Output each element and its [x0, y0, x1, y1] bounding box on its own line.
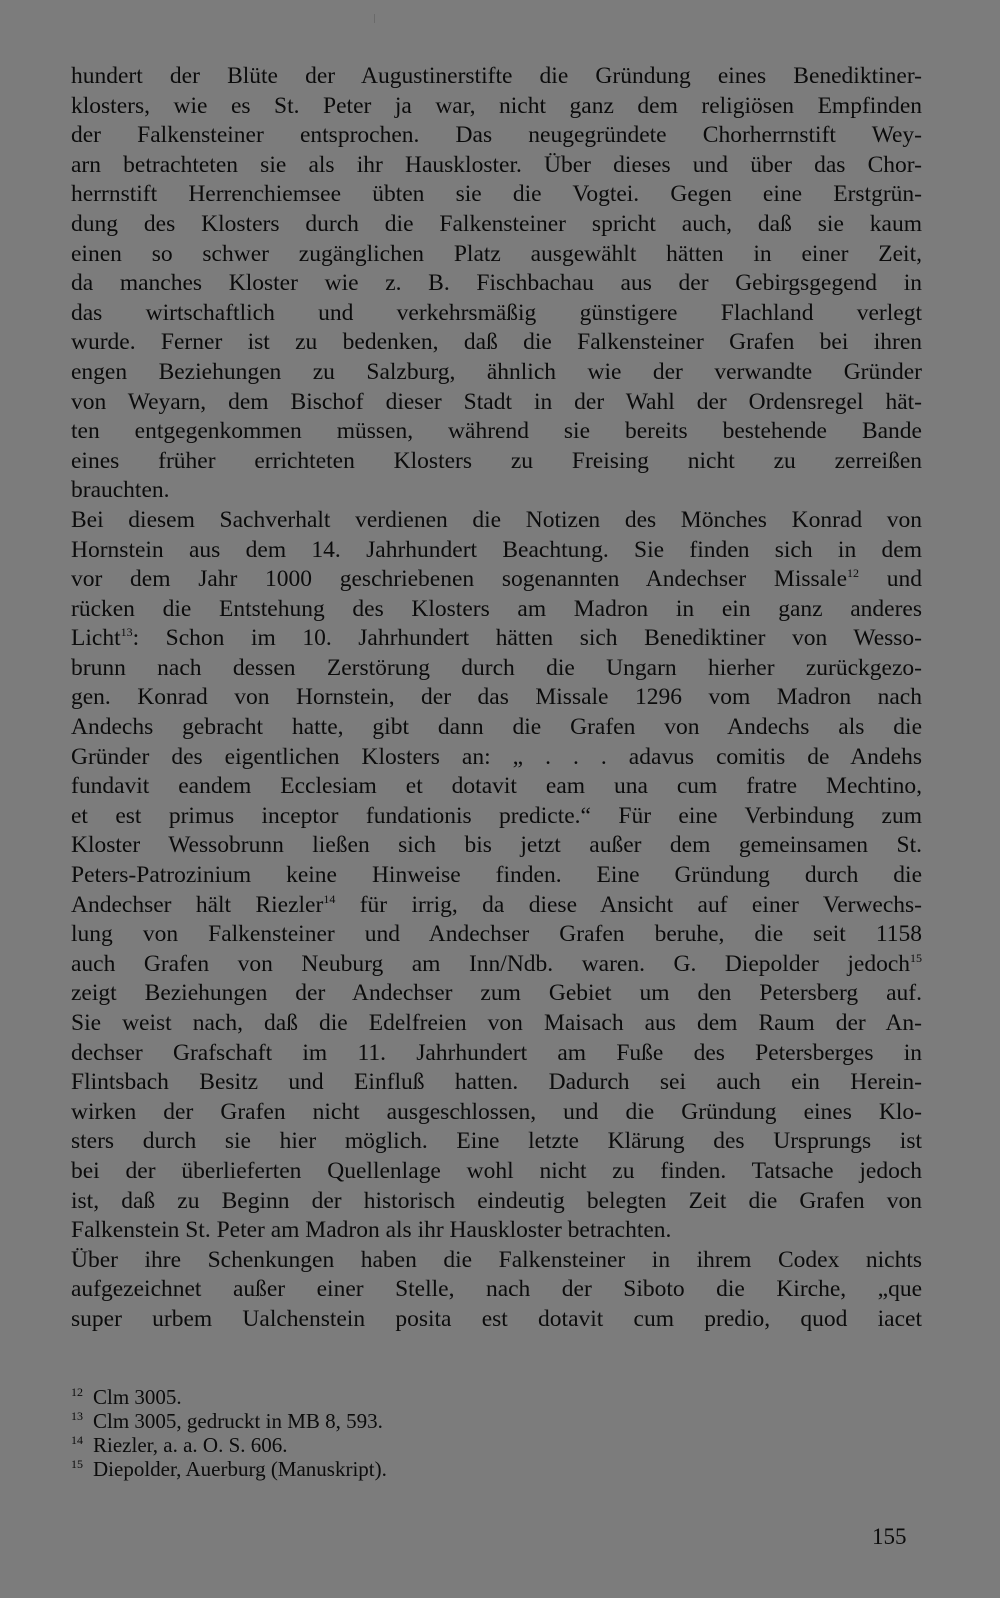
page-number: 155: [872, 1524, 907, 1549]
text-line: arn betrachteten sie als ihr Hauskloster. Über dieses und über das Chor-: [71, 151, 922, 178]
text-line: da manches Kloster wie z. B. Fischbachau aus der Gebirgsgegend in: [71, 270, 922, 297]
body-text: [71, 62, 922, 1335]
text-line: der Falkensteiner entsprochen. Das neugegründete Chorherrnstift Wey-: [71, 122, 922, 149]
text-line: herrnstift Herrenchiemsee übten sie die Vogtei. Gegen eine Erstgrün-: [71, 181, 922, 208]
text-line: brauchten.: [71, 477, 170, 504]
text-line: fundavit eandem Ecclesiam et dotavit eam una cum fratre Mechtino,: [71, 773, 922, 800]
text-line: lung von Falkensteiner und Andechser Grafen beruhe, die seit 1158: [71, 921, 922, 948]
footnote: 14 Riezler, a. a. O. S. 606.: [71, 1433, 288, 1457]
text-line: dechser Grafschaft im 11. Jahrhundert am Fuße des Petersberges in: [71, 1039, 922, 1066]
footnote-text: Riezler, a. a. O. S. 606.: [93, 1433, 288, 1457]
text-line: ten entgegenkommen müssen, während sie bereits bestehende Bande: [71, 418, 922, 445]
text-line: Hornstein aus dem 14. Jahrhundert Beachtung. Sie finden sich in dem: [71, 536, 922, 563]
text-line: engen Beziehungen zu Salzburg, ähnlich wie der verwandte Gründer: [71, 358, 922, 385]
footnote-ref: 15: [910, 950, 922, 965]
footnote: 15 Diepolder, Auerburg (Manuskript).: [71, 1457, 387, 1481]
text-line: wirken der Grafen nicht ausgeschlossen, und die Gründung eines Klo-: [71, 1098, 922, 1125]
text-line: Sie weist nach, daß die Edelfreien von Maisach aus dem Raum der An-: [71, 1010, 922, 1036]
text-line: brunn nach dessen Zerstörung durch die Ungarn hierher zurückgezo-: [71, 654, 922, 681]
text-line: einen so schwer zugänglichen Platz ausgewählt hätten in einer Zeit,: [71, 240, 922, 267]
text-segment: und: [886, 566, 922, 593]
text-line: Bei diesem Sachverhalt verdienen die Notizen des Mönches Konrad von: [71, 506, 922, 533]
text-line: wurde. Ferner ist zu bedenken, daß die Falkensteiner Grafen bei ihren: [71, 329, 922, 356]
text-line-with-footnote-ref: [71, 891, 922, 921]
text-line: sters durch sie hier möglich. Eine letzte Klärung des Ursprungs ist: [71, 1128, 922, 1155]
footnote: 13 Clm 3005, gedruckt in MB 8, 593.: [71, 1409, 383, 1433]
footnotes: [71, 1385, 771, 1481]
text-line: rücken die Entstehung des Klosters am Madron in ein ganz anderes: [71, 595, 922, 622]
text-line-with-footnote-ref: [71, 950, 922, 980]
scan-mark: [374, 14, 375, 23]
text-line-with-footnote-ref: [71, 624, 922, 654]
text-line: klosters, wie es St. Peter ja war, nicht ganz dem religiösen Empfinden: [71, 92, 922, 119]
text-line: zeigt Beziehungen der Andechser zum Gebiet um den Petersberg auf.: [71, 980, 922, 1007]
text-line: et est primus inceptor fundationis predicte.“ Für eine Verbindung zum: [71, 802, 922, 829]
text-segment: für irrig, da diese Ansicht auf einer Verwechs-: [359, 891, 923, 918]
text-line: Gründer des eigentlichen Klosters an: „ . . . adavus comitis de Andehs: [71, 743, 922, 770]
text-line: von Weyarn, dem Bischof dieser Stadt in der Wahl der Ordensregel hät-: [71, 388, 922, 415]
text-line: eines früher errichteten Klosters zu Freising nicht zu zerreißen: [71, 447, 922, 474]
text-line: bei der überlieferten Quellenlage wohl nicht zu finden. Tatsache jedoch: [71, 1157, 922, 1184]
footnote-ref: 13: [120, 625, 133, 640]
text-line: Andechs gebracht hatte, gibt dann die Grafen von Andechs als die: [71, 714, 922, 741]
text-segment: vor dem Jahr 1000 geschriebenen sogenannten Andechser Missale: [71, 566, 848, 593]
text-line: hundert der Blüte der Augustinerstifte die Gründung eines Benediktiner-: [71, 63, 922, 89]
text-segment: auch Grafen von Neuburg am Inn/Ndb. waren. G. Diepolder jedoch: [71, 950, 910, 977]
text-line: Kloster Wessobrunn ließen sich bis jetzt außer dem gemeinsamen St.: [71, 832, 922, 859]
footnote-text: Clm 3005, gedruckt in MB 8, 593.: [93, 1409, 383, 1433]
footnote-ref: 12: [847, 566, 860, 581]
text-line: gen. Konrad von Hornstein, der das Missale 1296 vom Madron nach: [71, 684, 922, 711]
text-line: super urbem Ualchenstein posita est dotavit cum predio, quod iacet: [71, 1305, 922, 1332]
text-line-with-footnote-ref: [71, 565, 922, 595]
footnote-text: Diepolder, Auerburg (Manuskript).: [93, 1457, 387, 1481]
footnote: 12 Clm 3005.: [71, 1385, 182, 1409]
footnote-text: Clm 3005.: [93, 1385, 182, 1409]
text-line: aufgezeichnet außer einer Stelle, nach der Siboto die Kirche, „que: [71, 1276, 922, 1303]
text-line: Peters-Patrozinium keine Hinweise finden. Eine Gründung durch die: [71, 862, 922, 889]
text-line: Flintsbach Besitz und Einfluß hatten. Dadurch sei auch ein Herein-: [71, 1069, 922, 1096]
text-line: Falkenstein St. Peter am Madron als ihr Hauskloster betrachten.: [71, 1217, 672, 1244]
text-segment: Licht: [71, 625, 121, 652]
text-line: Über ihre Schenkungen haben die Falkensteiner in ihrem Codex nichts: [71, 1246, 922, 1273]
text-segment: Andechser hält Riezler: [71, 891, 324, 918]
footnote-ref: 14: [323, 891, 336, 906]
text-line: das wirtschaftlich und verkehrsmäßig günstigere Flachland verlegt: [71, 299, 922, 326]
text-line: dung des Klosters durch die Falkensteiner spricht auch, daß sie kaum: [71, 210, 922, 237]
text-line: ist, daß zu Beginn der historisch eindeutig belegten Zeit die Grafen von: [71, 1187, 922, 1214]
text-segment: : Schon im 10. Jahrhundert hätten sich Benediktiner von Wesso-: [132, 625, 922, 652]
